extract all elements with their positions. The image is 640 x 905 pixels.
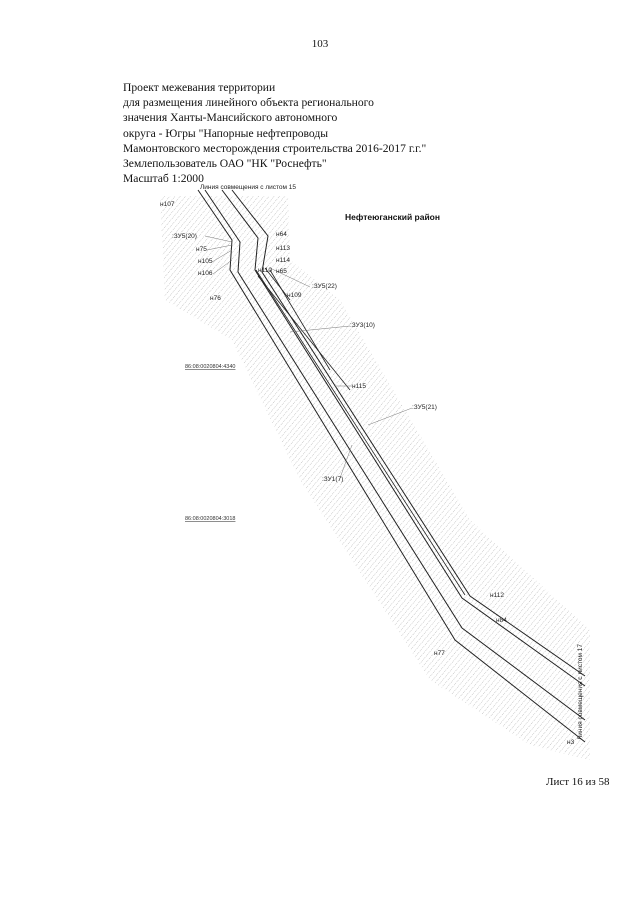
point-label: н105: [198, 258, 213, 265]
point-label: н3: [567, 739, 575, 746]
point-label: н110: [258, 267, 272, 274]
parcel-label: :ЗУ1(7): [322, 476, 344, 483]
title-line: Землепользователь ОАО "НК "Роснефть": [123, 157, 327, 171]
title-line: округа - Югры "Напорные нефтепроводы: [123, 126, 329, 140]
cadastral-number-1: 86:08:0020804:4340: [185, 364, 236, 370]
point-label: н109: [287, 292, 302, 299]
point-label: н107: [160, 201, 175, 208]
point-label: н114: [276, 257, 290, 264]
parcel-label: :ЗУ5(21): [412, 404, 437, 411]
parcel-label: :ЗУ5(22): [312, 283, 337, 290]
point-label: н113: [276, 245, 290, 252]
sheet-footer: Лист 16 из 58: [546, 776, 610, 788]
point-label: н76: [210, 295, 221, 302]
point-label: н65: [276, 268, 287, 275]
scale-line: Масштаб 1:2000: [123, 172, 204, 186]
point-label: н64: [276, 231, 287, 238]
parcel-label: :ЗУ3(10): [350, 322, 375, 329]
point-label: н112: [490, 592, 504, 599]
title-line: Мамонтовского месторождения строительства 2016-2017 г.г.": [123, 141, 427, 155]
parcel-label: :ЗУ5(20): [172, 233, 197, 240]
title-line: значения Ханты-Мансийского автономного: [123, 111, 338, 125]
cadastral-number-2: 86:08:0020804:3018: [185, 516, 236, 522]
point-label: н75: [196, 246, 207, 253]
title-line: для размещения линейного объекта регионального: [123, 96, 374, 110]
point-label: н106: [198, 270, 213, 277]
match-line-top-label: Линия совмещения с листом 15: [200, 184, 297, 191]
point-label: н77: [434, 650, 445, 657]
point-label: н84: [496, 617, 507, 624]
match-line-right-label: Линия совмещения с листом 17: [577, 643, 584, 740]
district-label: Нефтеюганский район: [345, 212, 441, 222]
title-line: Проект межевания территории: [123, 81, 276, 94]
page-number: 103: [311, 38, 329, 50]
point-label: н115: [352, 383, 366, 390]
